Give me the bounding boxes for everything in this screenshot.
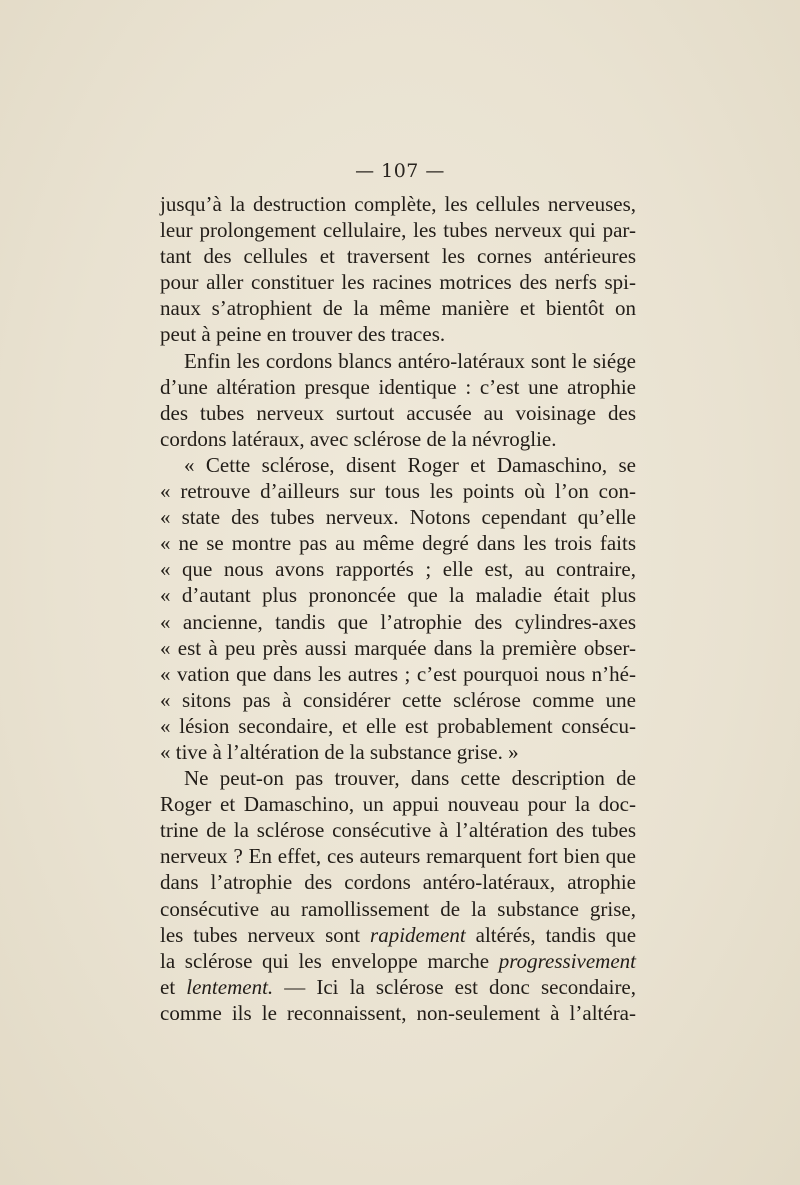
quote-line: « ancienne, tandis que l’atrophie des cylindres-axes xyxy=(160,609,636,634)
text-line: peut à peine en trouver des traces. xyxy=(160,322,446,347)
text-line: leur prolongement cellulaire, les tubes nerveux qui par- xyxy=(160,218,636,243)
text-line: naux s’atrophient de la même manière et bientôt on xyxy=(160,296,636,321)
italic-text: progressivement xyxy=(498,948,636,973)
text-line: Enfin les cordons blancs antéro-latéraux sont le siége xyxy=(184,348,636,373)
quote-line: « Cette sclérose, disent Roger et Damaschino, se xyxy=(184,452,636,477)
quote-line: « est à peu près aussi marquée dans la première obser- xyxy=(160,635,636,660)
text-line: consécutive au ramollissement de la substance grise, xyxy=(160,896,636,921)
text-line xyxy=(160,948,636,974)
text-segment: — Ici la sclérose est donc secondaire, xyxy=(284,974,637,999)
text-line: Roger et Damaschino, un appui nouveau pour la doc- xyxy=(160,792,636,817)
text-segment: la sclérose qui les enveloppe marche xyxy=(160,948,490,973)
quote-line: « sitons pas à considérer cette sclérose comme une xyxy=(160,687,636,712)
text-line: dans l’atrophie des cordons antéro-latéraux, atrophie xyxy=(160,870,636,895)
italic-text: lentement. xyxy=(186,974,274,999)
text-line: trine de la sclérose consécutive à l’altération des tubes xyxy=(160,818,636,843)
text-line: cordons latéraux, avec sclérose de la névroglie. xyxy=(160,426,557,451)
quote-line: « d’autant plus prononcée que la maladie était plus xyxy=(160,583,636,608)
quote-line: « vation que dans les autres ; c’est pourquoi nous n’hé- xyxy=(160,661,636,686)
text-line: pour aller constituer les racines motrices des nerfs spi- xyxy=(160,270,636,295)
text-line: des tubes nerveux surtout accusée au voisinage des xyxy=(160,400,636,425)
quote-line: « lésion secondaire, et elle est probablement consécu- xyxy=(160,713,636,738)
text-segment: les tubes nerveux sont xyxy=(160,922,361,947)
text-line xyxy=(160,974,636,1000)
text-line: Ne peut-on pas trouver, dans cette description de xyxy=(184,766,636,791)
quote-line: « retrouve d’ailleurs sur tous les points où l’on con- xyxy=(160,479,636,504)
quote-line: « ne se montre pas au même degré dans les trois faits xyxy=(160,531,636,556)
page-number: — 107 — xyxy=(355,160,445,182)
quote-line: « state des tubes nerveux. Notons cependant qu’elle xyxy=(160,505,636,530)
quote-line: « tive à l’altération de la substance grise. » xyxy=(160,739,519,764)
quote-line: « que nous avons rapportés ; elle est, au contraire, xyxy=(160,557,636,582)
body-text xyxy=(160,191,636,1026)
text-line: d’une altération presque identique : c’est une atrophie xyxy=(160,374,636,399)
text-line xyxy=(160,922,636,948)
text-line: tant des cellules et traversent les cornes antérieures xyxy=(160,244,636,269)
text-line: nerveux ? En effet, ces auteurs remarquent fort bien que xyxy=(160,844,636,869)
text-segment: altérés, tandis que xyxy=(475,922,637,947)
text-segment: et xyxy=(160,974,176,999)
text-line: comme ils le reconnaissent, non-seulement à l’altéra- xyxy=(160,1000,636,1025)
italic-text: rapidement xyxy=(370,922,466,947)
text-line: jusqu’à la destruction complète, les cellules nerveuses, xyxy=(160,192,636,216)
